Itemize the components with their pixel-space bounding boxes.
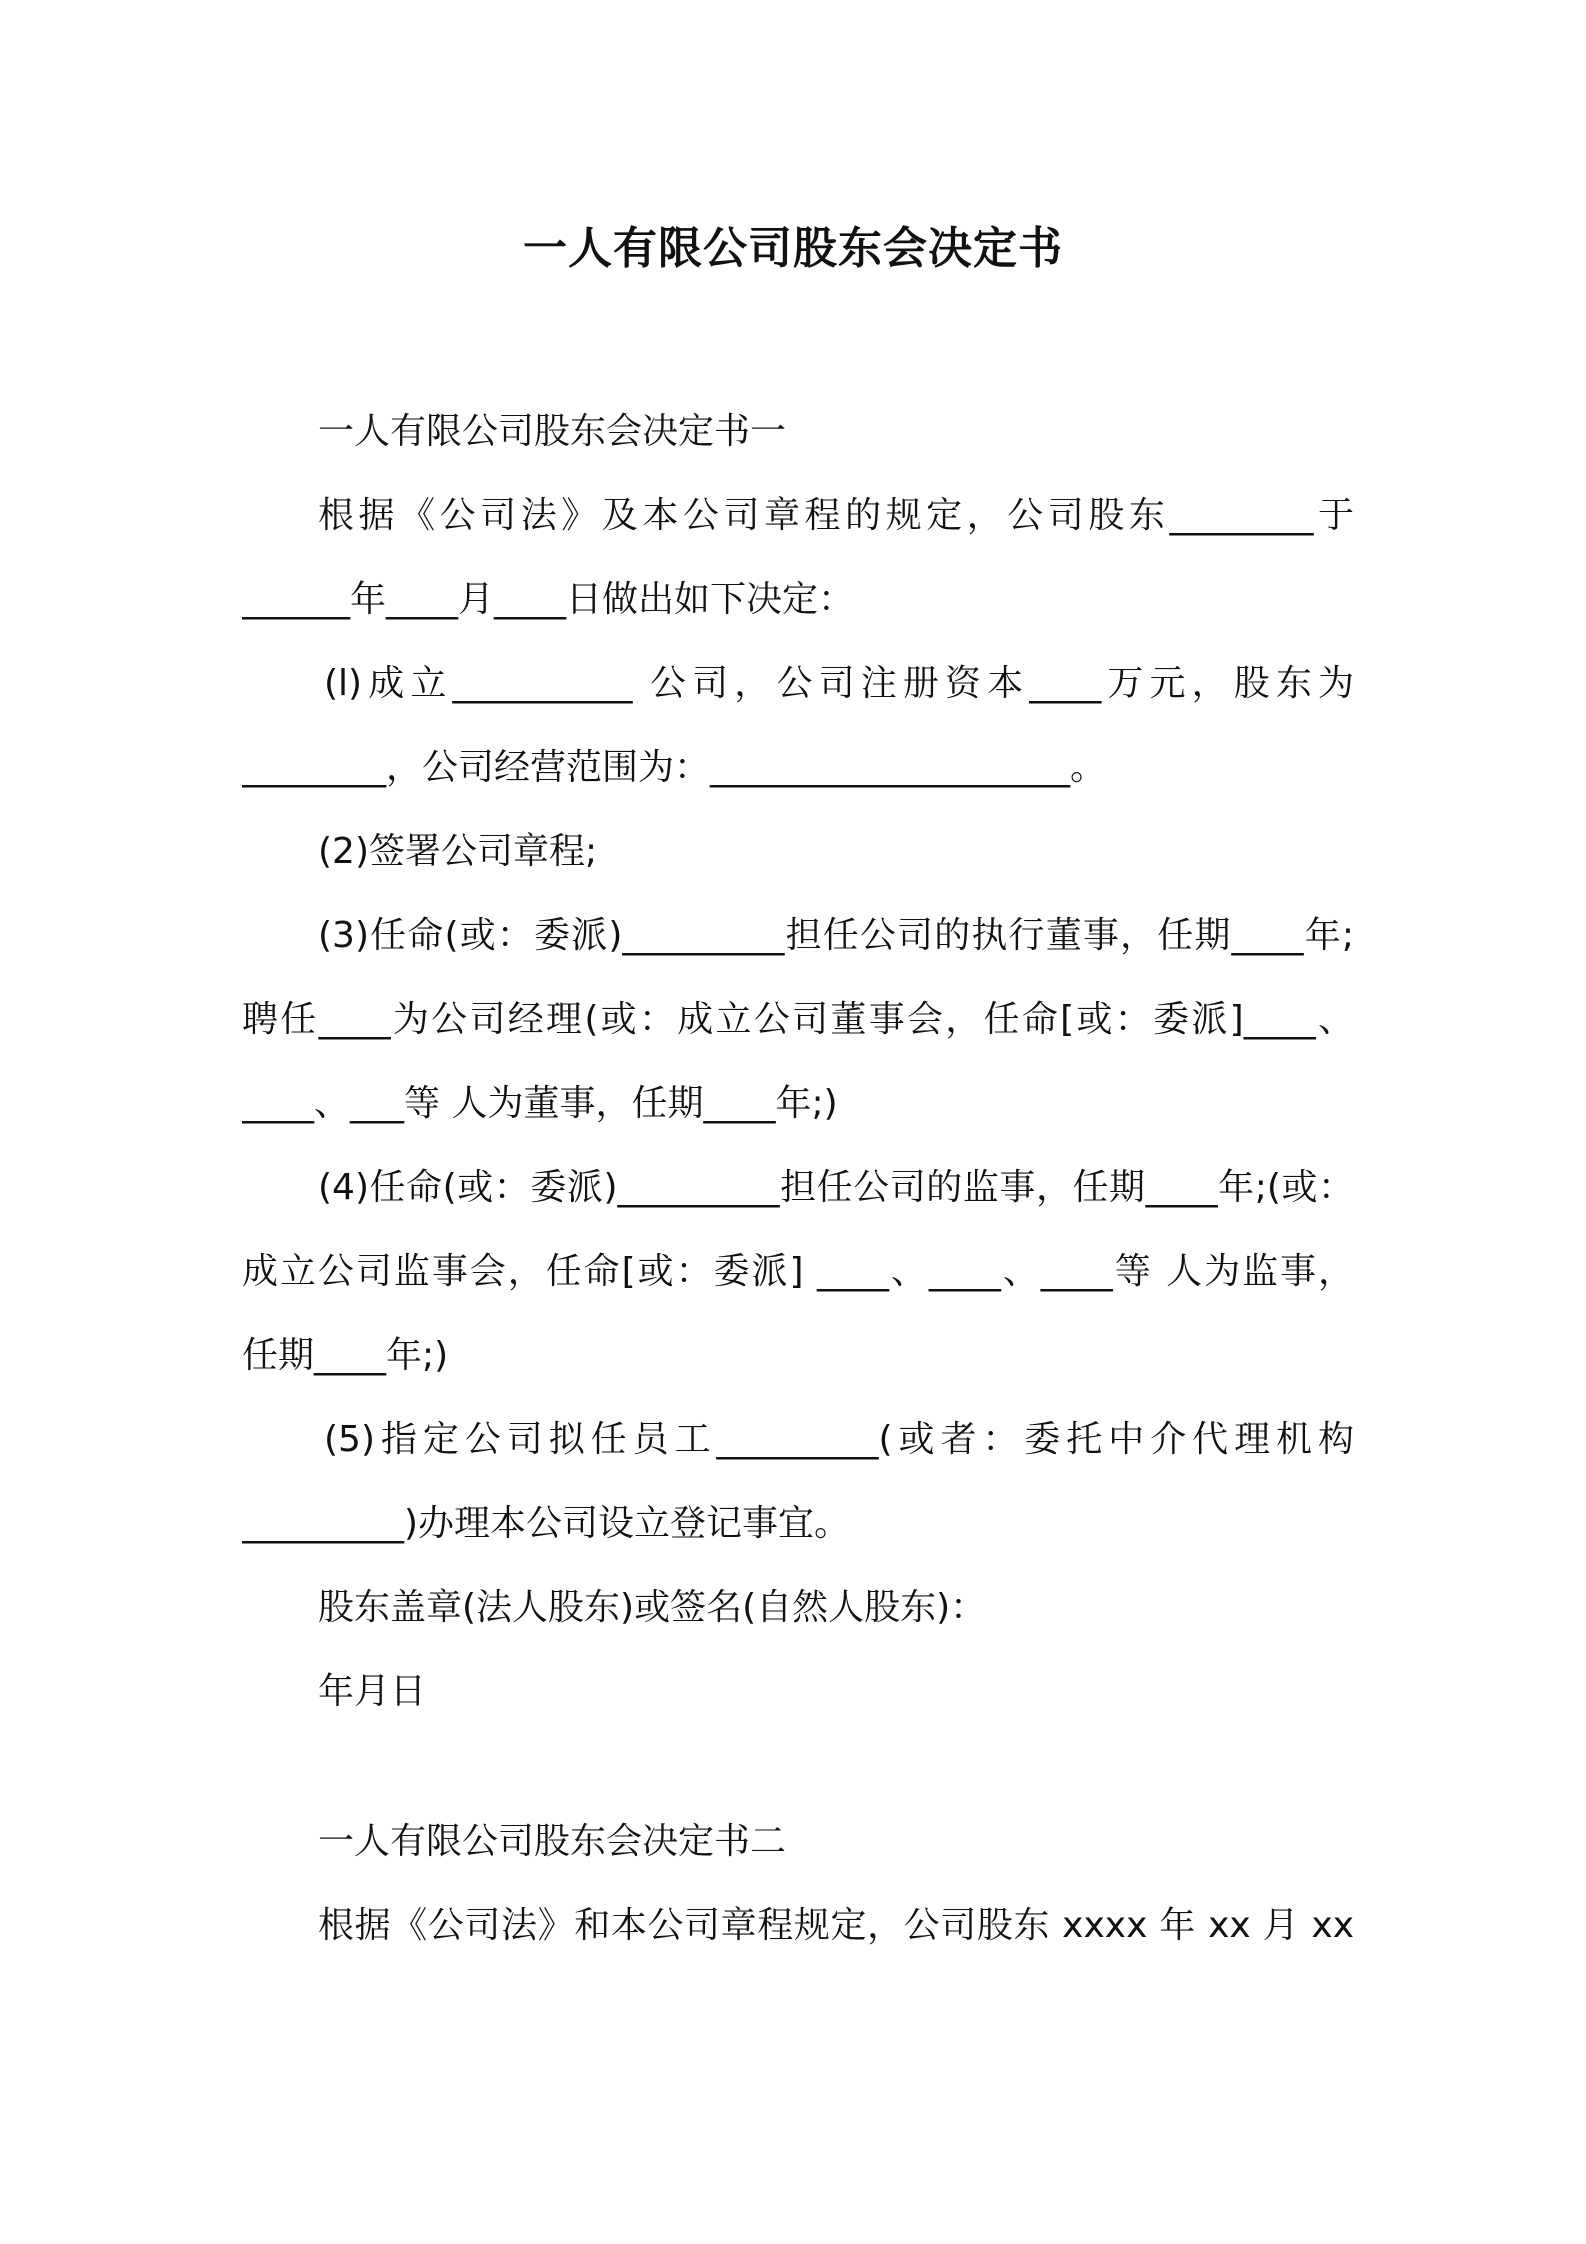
paragraph-line: (4)任命(或：委派)_________担任公司的监事，任期____年;(或： (318, 1167, 1354, 1208)
paragraph-line: (l)成立__________ 公司，公司注册资本____万元，股东为 (324, 663, 1354, 704)
paragraph-line: (2)签署公司章程; (318, 831, 598, 872)
paragraph-line: ________，公司经营范围为：____________________。 (242, 747, 1107, 788)
paragraph-line: _________)办理本公司设立登记事宜。 (242, 1503, 851, 1544)
paragraph-line: 任期____年;) (242, 1335, 449, 1376)
paragraph-line: ______年____月____日做出如下决定： (242, 579, 855, 620)
section-heading-2: 一人有限公司股东会决定书二 (318, 1821, 787, 1862)
paragraph-line: 成立公司监事会，任命[或：委派] ____、____、____等 人为监事， (242, 1251, 1354, 1292)
document-title: 一人有限公司股东会决定书 (523, 223, 1063, 274)
date-line: 年月日 (318, 1671, 427, 1712)
paragraph-line: (5)指定公司拟任员工_________(或者：委托中介代理机构 (324, 1419, 1354, 1460)
paragraph-line: ____、___等 人为董事，任期____年;) (242, 1083, 838, 1124)
section-heading-1: 一人有限公司股东会决定书一 (318, 411, 787, 452)
signature-line: 股东盖章(法人股东)或签名(自然人股东)： (318, 1587, 987, 1628)
paragraph-line: (3)任命(或：委派)_________担任公司的执行董事，任期____年; (318, 915, 1354, 956)
paragraph-line: 根据《公司法》及本公司章程的规定，公司股东________于 (318, 495, 1354, 536)
paragraph-line: 聘任____为公司经理(或：成立公司董事会，任命[或：委派]____、 (242, 999, 1354, 1040)
paragraph-line: 根据《公司法》和本公司章程规定，公司股东 xxxx 年 xx 月 xx (318, 1905, 1354, 1946)
